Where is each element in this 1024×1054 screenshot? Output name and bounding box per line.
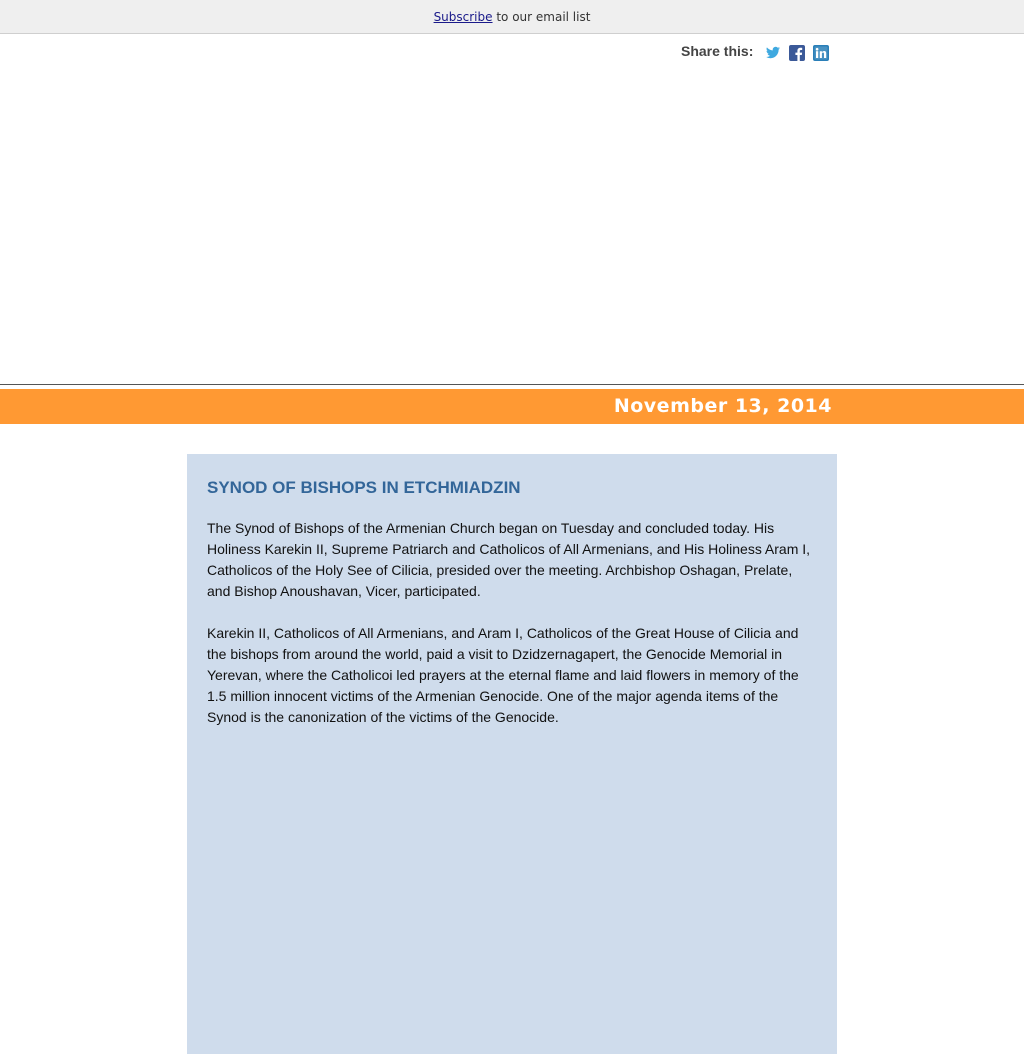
share-label: Share this:	[681, 43, 754, 59]
linkedin-icon[interactable]	[813, 45, 829, 61]
twitter-icon[interactable]	[765, 45, 781, 61]
subscribe-text: to our email list	[492, 10, 591, 24]
header-divider	[0, 384, 1024, 385]
subscribe-bar	[0, 0, 1024, 34]
subscribe-link[interactable]: Subscribe	[433, 10, 493, 24]
facebook-icon[interactable]	[789, 45, 805, 61]
article-paragraph: Karekin II, Catholicos of All Armenians, and Aram I, Catholicos of the Great House of Cilicia and the bishops from around the world, paid a visit to Dzidzernagapert, the Genocide Memorial in Yerevan, where the Catholicoi led prayers at the eternal flame and laid flowers in memory of the 1.5 million innocent victims of the Armenian Genocide. One of the major agenda items of the Synod is the canonization of the victims of the Genocide.	[207, 625, 799, 725]
article-paragraph: The Synod of Bishops of the Armenian Church began on Tuesday and concluded today. His Holiness Karekin II, Supreme Patriarch and Catholicos of All Armenians, and His Holiness Aram I, Catholicos of the Holy See of Cilicia, presided over the meeting. Archbishop Oshagan, Prelate, and Bishop Anoushavan, Vicer, participated.	[207, 520, 811, 599]
share-bar	[681, 43, 837, 63]
issue-date: November 13, 2014	[613, 395, 832, 417]
date-banner	[0, 389, 1024, 424]
article-body	[207, 518, 819, 749]
article-title: SYNOD OF BISHOPS IN ETCHMIADZIN	[207, 478, 521, 497]
article-card	[187, 454, 837, 1054]
